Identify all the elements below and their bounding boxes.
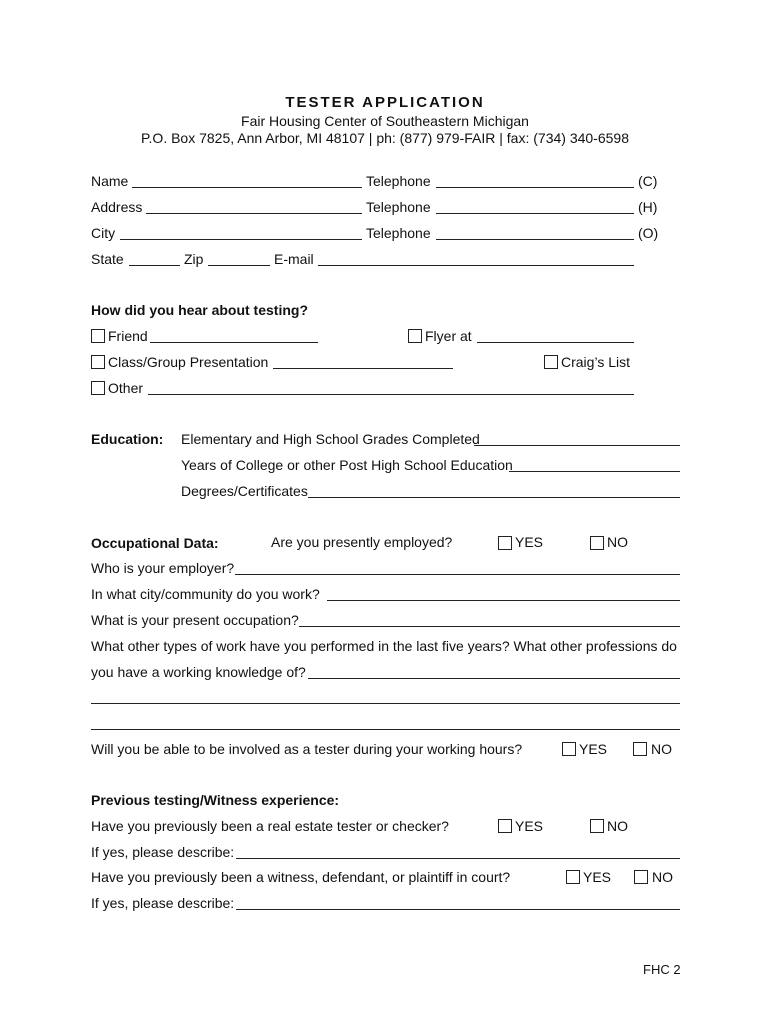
witness-no-label: NO <box>652 869 673 885</box>
telephone-home-label: Telephone <box>366 199 431 215</box>
address-field[interactable] <box>146 213 362 214</box>
employed-question: Are you presently employed? <box>271 534 453 550</box>
employed-yes-checkbox[interactable] <box>498 536 512 550</box>
other-checkbox[interactable] <box>91 381 105 395</box>
city-field[interactable] <box>120 239 362 240</box>
tel-h-label: (H) <box>638 199 658 215</box>
state-field[interactable] <box>129 265 180 266</box>
working-hours-yes-label: YES <box>579 741 608 757</box>
tel-o-label: (O) <box>638 225 659 241</box>
college-field[interactable] <box>509 471 680 472</box>
tester-yes-checkbox[interactable] <box>498 819 512 833</box>
witness-yes-label: YES <box>583 869 612 885</box>
tel-c-label: (C) <box>638 173 658 189</box>
telephone-office-field[interactable] <box>436 239 634 240</box>
name-label: Name <box>91 173 129 189</box>
employer-field[interactable] <box>235 574 680 575</box>
degrees-field[interactable] <box>308 497 680 498</box>
employer-label: Who is your employer? <box>91 560 235 576</box>
telephone-cell-field[interactable] <box>436 187 634 188</box>
other-work-question-line2: you have a working knowledge of? <box>91 664 306 680</box>
zip-field[interactable] <box>208 265 270 266</box>
flyer-checkbox[interactable] <box>408 329 422 343</box>
witness-no-checkbox[interactable] <box>634 870 648 884</box>
other-work-field-3[interactable] <box>91 729 680 730</box>
city-label: City <box>91 225 116 241</box>
occupation-heading: Occupational Data: <box>91 535 219 551</box>
other-label: Other <box>108 380 144 396</box>
telephone-office-label: Telephone <box>366 225 431 241</box>
tester-no-label: NO <box>607 818 628 834</box>
address-label: Address <box>91 199 143 215</box>
hear-heading: How did you hear about testing? <box>91 302 308 318</box>
witness-describe-field[interactable] <box>236 909 680 910</box>
witness-question: Have you previously been a witness, defendant, or plaintiff in court? <box>91 869 511 885</box>
state-label: State <box>91 251 124 267</box>
other-work-question-line1: What other types of work have you performed in the last five years? What other professions do <box>91 638 677 654</box>
grades-label: Elementary and High School Grades Completed <box>181 431 480 447</box>
other-work-field-2[interactable] <box>91 703 680 704</box>
tester-no-checkbox[interactable] <box>590 819 604 833</box>
employed-no-label: NO <box>607 534 628 550</box>
friend-checkbox[interactable] <box>91 329 105 343</box>
employed-no-checkbox[interactable] <box>590 536 604 550</box>
friend-label: Friend <box>108 328 148 344</box>
working-hours-yes-checkbox[interactable] <box>562 742 576 756</box>
occupation-label: What is your present occupation? <box>91 612 299 628</box>
tester-describe-field[interactable] <box>236 858 680 859</box>
name-field[interactable] <box>132 187 362 188</box>
employed-yes-label: YES <box>515 534 544 550</box>
tester-question: Have you previously been a real estate tester or checker? <box>91 818 449 834</box>
class-group-label: Class/Group Presentation <box>108 354 269 370</box>
class-group-checkbox[interactable] <box>91 355 105 369</box>
work-city-field[interactable] <box>327 600 680 601</box>
organization-name: Fair Housing Center of Southeastern Michigan <box>241 113 529 129</box>
working-hours-no-label: NO <box>651 741 672 757</box>
form-title: TESTER APPLICATION <box>285 94 485 111</box>
form-code: FHC 2 <box>643 962 681 977</box>
craigslist-checkbox[interactable] <box>544 355 558 369</box>
witness-yes-checkbox[interactable] <box>566 870 580 884</box>
working-hours-no-checkbox[interactable] <box>633 742 647 756</box>
grades-field[interactable] <box>474 445 680 446</box>
occupation-field[interactable] <box>299 626 680 627</box>
email-field[interactable] <box>318 265 634 266</box>
other-work-field[interactable] <box>308 678 680 679</box>
craigslist-label: Craig’s List <box>561 354 630 370</box>
friend-field[interactable] <box>150 342 318 343</box>
email-label: E-mail <box>274 251 314 267</box>
zip-label: Zip <box>184 251 204 267</box>
work-city-label: In what city/community do you work? <box>91 586 320 602</box>
telephone-home-field[interactable] <box>436 213 634 214</box>
tester-yes-label: YES <box>515 818 544 834</box>
witness-describe-label: If yes, please describe: <box>91 895 235 911</box>
flyer-label: Flyer at <box>425 328 472 344</box>
flyer-field[interactable] <box>477 342 634 343</box>
degrees-label: Degrees/Certificates <box>181 483 308 499</box>
telephone-cell-label: Telephone <box>366 173 431 189</box>
class-group-field[interactable] <box>273 368 453 369</box>
previous-heading: Previous testing/Witness experience: <box>91 792 340 808</box>
tester-describe-label: If yes, please describe: <box>91 844 235 860</box>
organization-contact: P.O. Box 7825, Ann Arbor, MI 48107 | ph: (877) 979-FAIR | fax: (734) 340-6598 <box>141 130 629 146</box>
other-field[interactable] <box>148 394 634 395</box>
college-label: Years of College or other Post High School Education <box>181 457 513 473</box>
working-hours-question: Will you be able to be involved as a tester during your working hours? <box>91 741 523 757</box>
education-heading: Education: <box>91 431 164 447</box>
